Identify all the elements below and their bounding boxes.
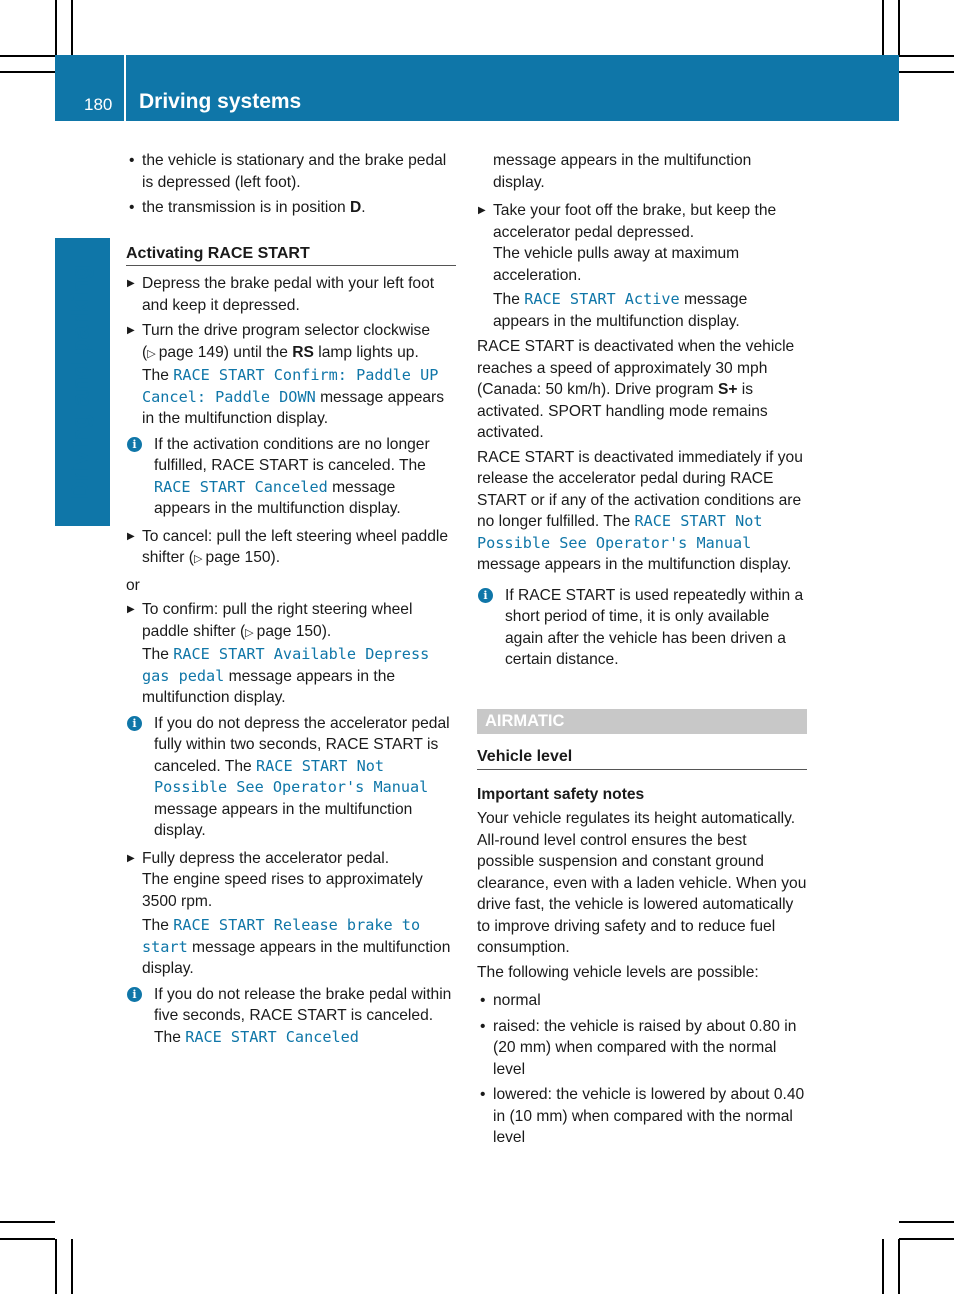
list-item-text: the vehicle is stationary and the brake pedal is depressed (left foot). xyxy=(142,152,447,191)
lamp-label: RS xyxy=(292,343,314,361)
bullet-icon: • xyxy=(480,992,486,1009)
step-text: message appears in the multifunction display. xyxy=(142,938,451,977)
note-text: If the activation conditions are no longer fulfilled, RACE START is canceled. The xyxy=(154,435,430,474)
note-text: If RACE START is used repeatedly within a short period of time, it is only available again after the vehicle has been driven a certain distance. xyxy=(505,586,804,668)
display-message: RACE START Canceled xyxy=(154,477,328,496)
crop-mark xyxy=(898,0,900,55)
crop-mark xyxy=(882,1239,884,1294)
info-icon: i xyxy=(127,987,142,1002)
step-text: To confirm: pull the right steering wheel paddle shifter ( xyxy=(142,601,413,640)
list-item-text: lowered: the vehicle is lowered by about 0.40 in (10 mm) when compared with the normal level xyxy=(493,1086,805,1146)
instruction-step xyxy=(477,200,807,332)
gear-position: D xyxy=(350,199,362,216)
paragraph-text: message appears in the multifunction display. xyxy=(477,556,792,573)
arrow-icon: ▶ xyxy=(127,278,135,289)
paragraph xyxy=(477,336,807,444)
right-column xyxy=(477,150,807,1153)
arrow-icon: ▶ xyxy=(127,852,135,864)
bullet-icon: • xyxy=(129,152,135,169)
list-item xyxy=(477,990,807,1012)
note-text: message appears in the multifunction display. xyxy=(154,478,401,517)
crop-mark xyxy=(899,1221,954,1223)
display-message: RACE START Canceled xyxy=(185,1027,359,1046)
page-ref-icon: ▷ xyxy=(147,347,159,360)
info-note xyxy=(477,585,807,671)
step-text: The xyxy=(142,646,174,663)
note-text: message appears in the multifunction display. xyxy=(154,800,413,839)
step-text: message appears in the multifunction display. xyxy=(142,667,396,706)
note-text: If you do not depress the accelerator pedal fully within two seconds, RACE START is canceled. The xyxy=(154,714,450,775)
crop-mark xyxy=(898,1239,900,1294)
or-text: or xyxy=(126,576,140,594)
info-icon: i xyxy=(478,588,493,603)
step-text: Fully depress the accelerator pedal. xyxy=(142,849,390,867)
crop-mark xyxy=(71,1239,73,1294)
side-tab-label: Driving and parking xyxy=(66,264,95,500)
display-message: RACE START Available Depress gas pedal xyxy=(142,645,430,685)
page-number: 180 xyxy=(84,95,113,114)
crop-mark xyxy=(0,1238,55,1240)
info-note xyxy=(126,434,456,520)
page-ref-icon: ▷ xyxy=(245,626,257,639)
page-reference[interactable]: page 149) until the xyxy=(158,343,293,361)
step-text: message appears in the multifunction display. xyxy=(493,291,748,330)
instruction-step xyxy=(126,848,456,980)
section-band: AIRMATIC xyxy=(477,709,807,735)
page-ref-icon: ▷ xyxy=(194,553,206,565)
crop-mark xyxy=(55,1239,57,1294)
step-text: The engine speed rises to approximately 3500 rpm. xyxy=(142,871,423,910)
subsection-heading: Important safety notes xyxy=(477,785,645,803)
arrow-icon: ▶ xyxy=(127,530,135,542)
paragraph-text: RACE START is deactivated when the vehicle reaches a speed of approximately 30 mph (Canada: 50 km/h). Drive program xyxy=(477,338,795,398)
drive-program-label: S+ xyxy=(717,381,738,398)
list-item xyxy=(477,1016,807,1081)
crop-mark xyxy=(71,0,73,55)
crop-mark xyxy=(0,71,55,73)
crop-mark xyxy=(0,1221,55,1223)
paragraph-text: RACE START is deactivated immediately if you release the accelerator pedal during RACE START or if any of the activation conditions are no longer fulfilled. The xyxy=(477,448,803,530)
list-item-text: the transmission is in position xyxy=(142,199,351,216)
left-column xyxy=(126,150,456,1052)
section-heading: Activating RACE START xyxy=(126,243,456,267)
bullet-icon: • xyxy=(480,1086,486,1103)
instruction-step xyxy=(126,526,456,571)
paragraph xyxy=(477,447,807,576)
crop-mark xyxy=(55,0,57,55)
step-text: message appears in the multifunction display. xyxy=(142,388,445,427)
continued-text: message appears in the multifunction display. xyxy=(493,152,752,191)
header-divider xyxy=(124,55,126,121)
list-item-text: raised: the vehicle is raised by about 0.80 in (20 mm) when compared with the normal level xyxy=(493,1017,797,1078)
instruction-step xyxy=(126,320,456,430)
subsection-heading: Vehicle level xyxy=(477,746,807,770)
section-title: Driving systems xyxy=(139,90,302,113)
list-item xyxy=(126,150,456,193)
crop-mark xyxy=(899,55,954,57)
display-message: RACE START Not Possible See Operator's Manual xyxy=(154,756,429,796)
arrow-icon: ▶ xyxy=(478,205,486,216)
instruction-step xyxy=(126,599,456,709)
page-reference[interactable]: page 150). xyxy=(256,622,332,640)
list-item xyxy=(126,197,456,219)
instruction-step xyxy=(126,273,456,316)
display-message: RACE START Release brake to start xyxy=(142,916,421,956)
page-reference[interactable]: page 150). xyxy=(205,549,281,566)
step-text: The vehicle pulls away at maximum acceleration. xyxy=(493,245,740,284)
list-item-text: normal xyxy=(493,992,541,1009)
paragraph: Your vehicle regulates its height automatically. All-round level control ensures the best possible suspension and constant ground clearance, even with a laden vehicle. When you drive fast, the vehicle is lowered automatically to improve driving safety and to reduce fuel consumption. xyxy=(477,810,807,956)
crop-mark xyxy=(0,55,55,57)
display-message: RACE START Confirm: Paddle UP Cancel: Paddle DOWN xyxy=(142,366,439,406)
step-text: ( xyxy=(142,343,148,361)
arrow-icon: ▶ xyxy=(127,325,135,336)
step-text: The xyxy=(142,917,174,934)
note-text: If you do not release the brake pedal within five seconds, RACE START is canceled. The xyxy=(154,985,452,1046)
step-text: lamp lights up. xyxy=(313,343,419,361)
arrow-icon: ▶ xyxy=(127,604,135,615)
step-text: Depress the brake pedal with your left foot and keep it depressed. xyxy=(142,275,435,314)
step-text: To cancel: pull the left steering wheel paddle shifter ( xyxy=(142,527,449,566)
paragraph-text: is activated. SPORT handling mode remains activated. xyxy=(477,381,768,441)
bullet-icon: • xyxy=(480,1017,486,1035)
step-text: The xyxy=(142,367,174,384)
step-text: Turn the drive program selector clockwise xyxy=(142,322,431,339)
info-icon: i xyxy=(127,716,142,731)
crop-mark xyxy=(899,1238,954,1240)
display-message: RACE START Active xyxy=(524,290,680,308)
info-note xyxy=(126,984,456,1049)
bullet-icon: • xyxy=(129,199,135,216)
display-message: RACE START Not Possible See Operator's Manual xyxy=(477,512,763,552)
crop-mark xyxy=(882,0,884,55)
paragraph: The following vehicle levels are possible: xyxy=(477,963,759,981)
step-text: Take your foot off the brake, but keep the accelerator pedal depressed. xyxy=(493,202,777,241)
list-item xyxy=(477,1084,807,1149)
info-icon: i xyxy=(127,437,142,452)
crop-mark xyxy=(899,71,954,73)
step-text: The xyxy=(493,291,525,308)
list-item-text: . xyxy=(361,199,366,216)
info-note xyxy=(126,713,456,842)
